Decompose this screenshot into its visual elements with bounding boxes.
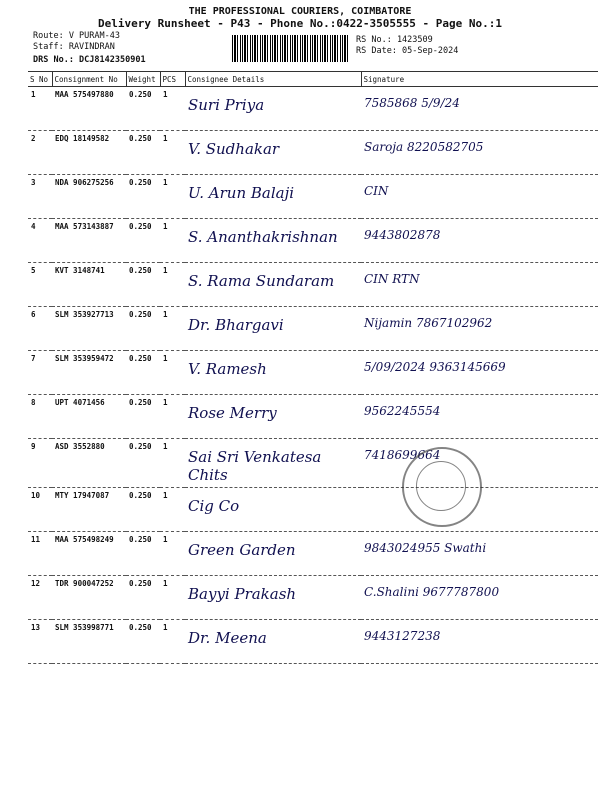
table-body xyxy=(28,87,598,664)
col-consignment: Consignment No xyxy=(52,72,126,87)
cell-sno: 5 xyxy=(28,263,52,307)
cell-signature xyxy=(361,87,598,131)
cell-consignment: TDR 900047252 xyxy=(52,576,126,620)
cell-pcs: 1 xyxy=(160,395,185,439)
cell-weight: 0.250 xyxy=(126,488,160,532)
signature-handwriting: Saroja 8220582705 xyxy=(364,140,484,154)
cell-sno: 13 xyxy=(28,620,52,664)
signature-handwriting: 9443802878 xyxy=(364,228,441,242)
consignee-handwriting: Bayyi Prakash xyxy=(188,585,297,603)
table-row xyxy=(28,620,598,664)
drs-number: DRS No.: DCJ8142350901 xyxy=(33,55,146,65)
table-row xyxy=(28,87,598,131)
consignee-handwriting: V. Sudhakar xyxy=(188,140,280,158)
company-title: THE PROFESSIONAL COURIERS, COIMBATORE xyxy=(188,6,412,17)
route-label: Route: V PURAM-43 xyxy=(33,31,120,41)
cell-sno: 8 xyxy=(28,395,52,439)
cell-consignment: MAA 575498249 xyxy=(52,532,126,576)
staff-label: Staff: RAVINDRAN xyxy=(33,42,115,52)
table-row xyxy=(28,307,598,351)
cell-pcs: 1 xyxy=(160,219,185,263)
cell-consignment: MTY 17947087 xyxy=(52,488,126,532)
cell-pcs: 1 xyxy=(160,532,185,576)
cell-pcs: 1 xyxy=(160,620,185,664)
table-row xyxy=(28,351,598,395)
table-row xyxy=(28,439,598,488)
table-row xyxy=(28,131,598,175)
signature-handwriting: Nijamin 7867102962 xyxy=(364,316,493,330)
signature-handwriting: 9843024955 Swathi xyxy=(364,541,487,555)
table-row xyxy=(28,395,598,439)
cell-weight: 0.250 xyxy=(126,576,160,620)
cell-consignment: KVT 3148741 xyxy=(52,263,126,307)
signature-handwriting: 9443127238 xyxy=(364,629,441,643)
table-header-row xyxy=(28,72,598,87)
consignee-handwriting: Suri Priya xyxy=(188,96,265,114)
consignee-handwriting: Cig Co xyxy=(188,497,240,515)
cell-consignment: NDA 906275256 xyxy=(52,175,126,219)
cell-pcs: 1 xyxy=(160,351,185,395)
consignee-handwriting: Sai Sri Venkatesa Chits xyxy=(188,448,322,484)
cell-consignment: UPT 4071456 xyxy=(52,395,126,439)
delivery-stamp xyxy=(402,447,482,527)
table-row xyxy=(28,532,598,576)
cell-consignment: SLM 353927713 xyxy=(52,307,126,351)
cell-weight: 0.250 xyxy=(126,175,160,219)
table-row xyxy=(28,175,598,219)
consignee-handwriting: U. Arun Balaji xyxy=(188,184,295,202)
cell-sno: 10 xyxy=(28,488,52,532)
cell-signature xyxy=(361,620,598,664)
cell-weight: 0.250 xyxy=(126,307,160,351)
cell-consignment: SLM 353998771 xyxy=(52,620,126,664)
consignee-handwriting: Dr. Meena xyxy=(188,629,267,647)
cell-consignment: ASD 3552880 xyxy=(52,439,126,488)
consignee-handwriting: Dr. Bhargavi xyxy=(188,316,284,334)
cell-consignment: EDQ 18149582 xyxy=(52,131,126,175)
cell-weight: 0.250 xyxy=(126,532,160,576)
cell-consignee xyxy=(185,87,361,131)
cell-consignment: SLM 353959472 xyxy=(52,351,126,395)
cell-sno: 6 xyxy=(28,307,52,351)
table-row xyxy=(28,263,598,307)
signature-handwriting: 7418699664 xyxy=(364,448,441,462)
cell-signature xyxy=(361,219,598,263)
signature-handwriting: CIN RTN xyxy=(364,272,420,286)
signature-handwriting: 7585868 5/9/24 xyxy=(364,96,460,110)
cell-consignment: MAA 575497880 xyxy=(52,87,126,131)
cell-sno: 1 xyxy=(28,87,52,131)
table-row xyxy=(28,219,598,263)
cell-pcs: 1 xyxy=(160,488,185,532)
signature-handwriting: 5/09/2024 9363145669 xyxy=(364,360,506,374)
table-row xyxy=(28,488,598,532)
consignee-handwriting: V. Ramesh xyxy=(188,360,267,378)
cell-pcs: 1 xyxy=(160,439,185,488)
cell-pcs: 1 xyxy=(160,87,185,131)
cell-consignee xyxy=(185,131,361,175)
cell-signature xyxy=(361,307,598,351)
runsheet-subtitle: Delivery Runsheet - P43 - Phone No.:0422-3505555 - Page No.:1 xyxy=(98,17,502,30)
cell-consignee xyxy=(185,351,361,395)
cell-weight: 0.250 xyxy=(126,351,160,395)
signature-handwriting: C.Shalini 9677787800 xyxy=(364,585,500,599)
rs-number: RS No.: 1423509 xyxy=(356,35,433,45)
consignee-handwriting: Rose Merry xyxy=(188,404,277,422)
cell-weight: 0.250 xyxy=(126,87,160,131)
cell-weight: 0.250 xyxy=(126,219,160,263)
cell-consignee xyxy=(185,532,361,576)
cell-signature xyxy=(361,263,598,307)
barcode-image xyxy=(232,35,350,62)
cell-weight: 0.250 xyxy=(126,395,160,439)
cell-signature xyxy=(361,131,598,175)
table-row xyxy=(28,576,598,620)
cell-sno: 3 xyxy=(28,175,52,219)
cell-sno: 9 xyxy=(28,439,52,488)
cell-weight: 0.250 xyxy=(126,620,160,664)
consignee-handwriting: S. Ananthakrishnan xyxy=(188,228,338,246)
cell-sno: 2 xyxy=(28,131,52,175)
signature-handwriting: CIN xyxy=(364,184,389,198)
runsheet-table xyxy=(28,71,598,664)
cell-consignee xyxy=(185,576,361,620)
col-signature: Signature xyxy=(361,72,598,87)
cell-consignee xyxy=(185,439,361,488)
cell-weight: 0.250 xyxy=(126,439,160,488)
col-consignee: Consignee Details xyxy=(185,72,361,87)
col-sno: S No xyxy=(28,72,52,87)
cell-consignee xyxy=(185,395,361,439)
cell-signature xyxy=(361,395,598,439)
cell-consignee xyxy=(185,307,361,351)
cell-consignee xyxy=(185,263,361,307)
consignee-handwriting: Green Garden xyxy=(188,541,296,559)
cell-consignee xyxy=(185,488,361,532)
cell-consignee xyxy=(185,620,361,664)
cell-weight: 0.250 xyxy=(126,263,160,307)
cell-sno: 7 xyxy=(28,351,52,395)
cell-consignment: MAA 573143887 xyxy=(52,219,126,263)
col-weight: Weight xyxy=(126,72,160,87)
signature-handwriting: 9562245554 xyxy=(364,404,441,418)
cell-sno: 11 xyxy=(28,532,52,576)
cell-sno: 12 xyxy=(28,576,52,620)
cell-pcs: 1 xyxy=(160,175,185,219)
consignee-handwriting: S. Rama Sundaram xyxy=(188,272,335,290)
cell-sno: 4 xyxy=(28,219,52,263)
col-pcs: PCS xyxy=(160,72,185,87)
rs-date: RS Date: 05-Sep-2024 xyxy=(356,46,459,56)
cell-weight: 0.250 xyxy=(126,131,160,175)
cell-signature xyxy=(361,351,598,395)
cell-pcs: 1 xyxy=(160,307,185,351)
cell-consignee xyxy=(185,175,361,219)
cell-signature xyxy=(361,576,598,620)
cell-pcs: 1 xyxy=(160,131,185,175)
cell-pcs: 1 xyxy=(160,576,185,620)
cell-signature xyxy=(361,532,598,576)
cell-pcs: 1 xyxy=(160,263,185,307)
cell-consignee xyxy=(185,219,361,263)
cell-signature xyxy=(361,175,598,219)
